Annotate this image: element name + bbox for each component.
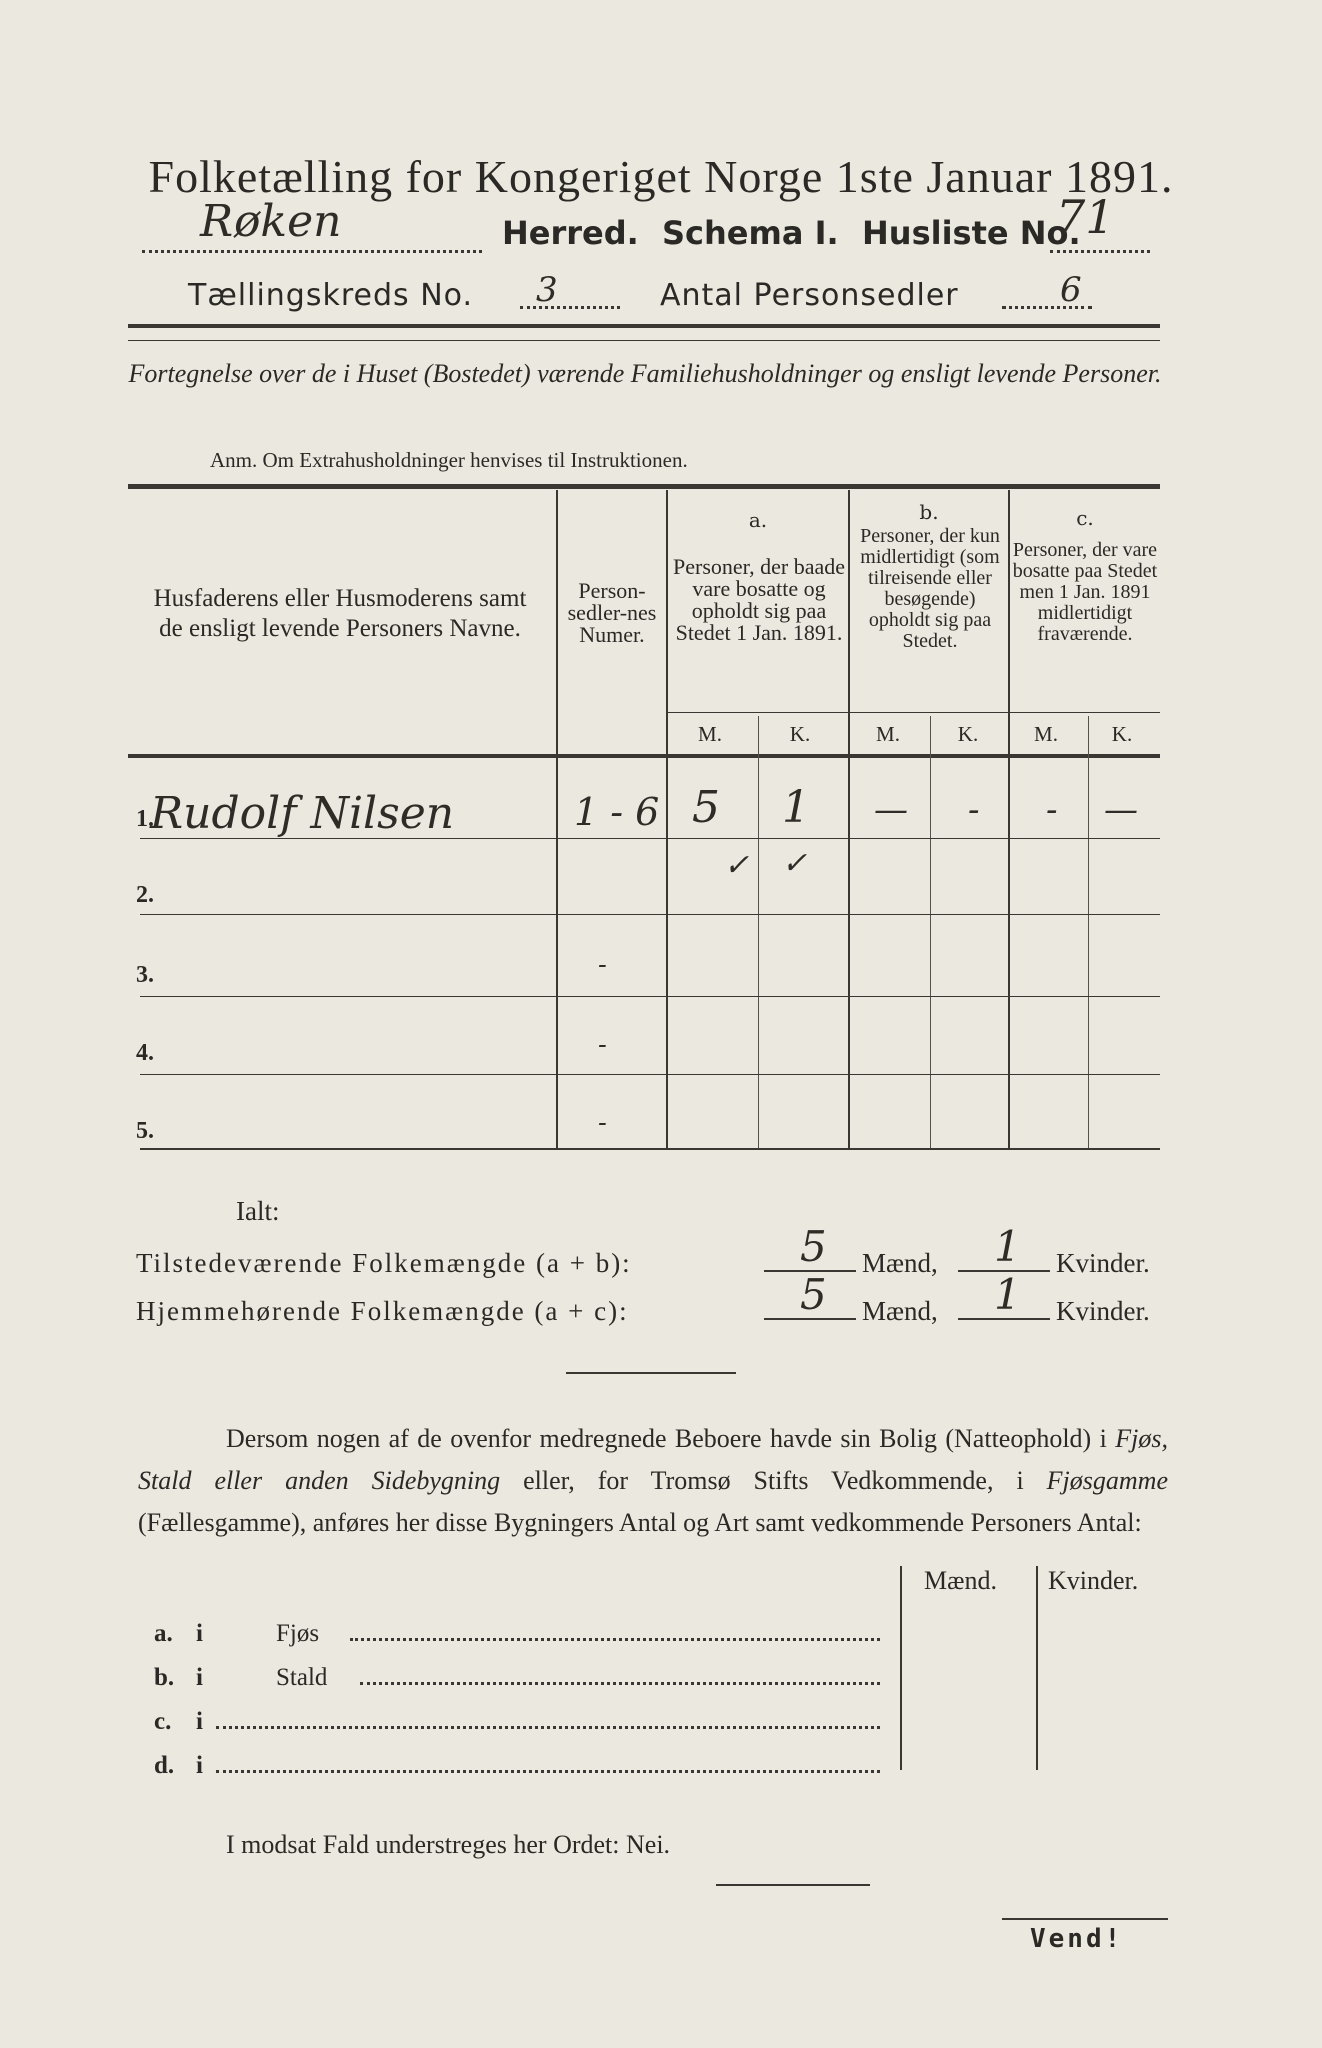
col-divider-a [848,490,850,1150]
header-rule-thin [128,340,1160,341]
ialt-label: Ialt: [236,1196,280,1226]
col-b-letter: b. [919,500,939,524]
herred-label: Herred. [502,214,639,252]
col-a-letter: a. [748,508,768,532]
row-1-a-k: 1 [782,782,810,833]
herred-value: Røken [200,196,342,247]
ob-kvinder-header: Kvinder. [1048,1566,1139,1595]
vend-rule [1002,1918,1168,1920]
row-number-1: 1. [136,806,154,832]
row-number-2: 2. [136,882,154,908]
check-mark-a-m: ✓ [724,848,750,883]
row-rule-3 [140,996,1160,997]
ob-row-d-i: i [196,1752,203,1779]
row-1-b-m: — [874,790,908,830]
table-header-bottom-rule [128,754,1160,758]
table-top-rule [128,484,1160,489]
ob-row-a-label: Fjøs [276,1620,320,1647]
col-b-k: K. [957,722,979,746]
col-divider-c-mk [1088,716,1089,1150]
nei-underline [716,1884,870,1886]
ob-maend-header: Mænd. [924,1566,997,1595]
kreds-label: Tællingskreds No. [188,278,473,313]
husliste-dotline [1050,250,1150,253]
vend-label: Vend! [1030,1924,1124,1954]
col-divider-a-mk [758,716,759,1150]
row-1-a-m: 5 [692,782,720,833]
ob-row-a-i: i [196,1620,203,1647]
col-divider-b-mk [930,716,931,1150]
ob-row-b-letter: b. [154,1664,175,1691]
hjemme-m-value: 5 [800,1270,827,1319]
check-mark-a-k: ✓ [782,846,808,881]
row-5-num: - [598,1108,607,1138]
row-1-num: 1 - 6 [574,790,660,834]
kreds-value: 3 [536,270,558,310]
ob-divider-2 [1036,1566,1038,1770]
row-1-c-m: - [1046,790,1058,830]
row-3-num: - [598,950,607,980]
row-rule-2 [140,914,1160,915]
header-rule-thick [128,324,1160,328]
ob-row-c-letter: c. [154,1708,172,1735]
ob-row-b-dots [360,1682,880,1685]
anm-note: Anm. Om Extrahusholdninger henvises til Instruktionen. [210,448,688,472]
tilstede-maend: Mænd, [862,1248,938,1278]
schema-label: Schema I. [662,214,839,252]
antal-value: 6 [1060,270,1082,310]
row-1-name: Rudolf Nilsen [150,788,455,839]
hjemme-kvinder: Kvinder. [1056,1296,1150,1326]
ob-row-d-letter: d. [154,1752,175,1779]
col-header-c: Personer, der vare bosatte paa Stedet men 1 Jan. 1891 midlertidigt fraværende. [1012,539,1158,645]
col-divider-num [666,490,668,1150]
ob-row-a-letter: a. [154,1620,173,1647]
ob-row-c-i: i [196,1708,203,1735]
col-header-name: Husfaderens eller Husmoderens samt de ensligt levende Personers Navne. [153,585,527,642]
ob-row-c-dots [216,1726,880,1729]
col-divider-name [556,490,558,1150]
antal-label: Antal Personsedler [660,278,959,313]
tilstede-k-value: 1 [994,1222,1021,1271]
row-number-5: 5. [136,1118,154,1144]
ob-row-d-dots [216,1770,880,1773]
section-divider [566,1372,736,1374]
outbuildings-paragraph: Dersom nogen af de ovenfor medregnede Beboere havde sin Bolig (Natteophold) i Fjøs, Stald eller anden Sidebygning eller, for Tromsø Stifts Vedkommende, i Fjøsgamme (Fællesgamme), anføres her disse Bygningers Antal og Art samt vedkommende Personers Antal: [138,1424,1168,1537]
row-rule-4 [140,1074,1160,1075]
row-number-4: 4. [136,1040,154,1066]
col-c-k: K. [1111,722,1133,746]
col-a-m: M. [698,722,722,746]
husliste-label: Husliste No. [862,214,1081,252]
col-c-letter: c. [1076,506,1094,530]
row-rule-5 [140,1148,1160,1150]
hjemme-maend: Mænd, [862,1296,938,1326]
row-1-b-k: - [968,790,980,830]
ob-row-b-i: i [196,1664,203,1691]
hjemme-label: Hjemmehørende Folkemængde (a + c): [136,1296,629,1326]
row-1-c-k: — [1104,790,1138,830]
tilstede-m-value: 5 [800,1222,827,1271]
tilstede-label: Tilstedeværende Folkemængde (a + b): [136,1248,632,1278]
kreds-dotline [520,306,620,309]
mk-top-rule [666,712,1160,713]
ob-divider-1 [900,1566,902,1770]
col-b-m: M. [876,722,900,746]
herred-dotline [142,250,482,253]
row-number-3: 3. [136,962,154,988]
form-title: Folketælling for Kongeriget Norge 1ste Januar 1891. [148,151,1174,202]
ob-row-b-label: Stald [276,1664,328,1691]
col-c-m: M. [1034,722,1058,746]
col-header-b: Personer, der kun midlertidigt (som tilreisende eller besøgende) opholdt sig paa Stedet. [860,525,1000,652]
tilstede-kvinder: Kvinder. [1056,1248,1150,1278]
intro-text: Fortegnelse over de i Huset (Bostedet) værende Familiehusholdninger og ensligt levende Personer. [128,359,1162,388]
row-4-num: - [598,1030,607,1060]
husliste-value: 71 [1056,190,1115,244]
col-header-num: Person-sedler-nes Numer. [567,578,657,647]
col-header-a: Personer, der baade vare bosatte og opholdt sig paa Stedet 1 Jan. 1891. [673,554,845,645]
ob-row-a-dots [350,1638,880,1641]
hjemme-k-value: 1 [994,1270,1021,1319]
modsat-text: I modsat Fald understreges her Ordet: Nei. [226,1830,671,1859]
col-a-k: K. [789,722,811,746]
